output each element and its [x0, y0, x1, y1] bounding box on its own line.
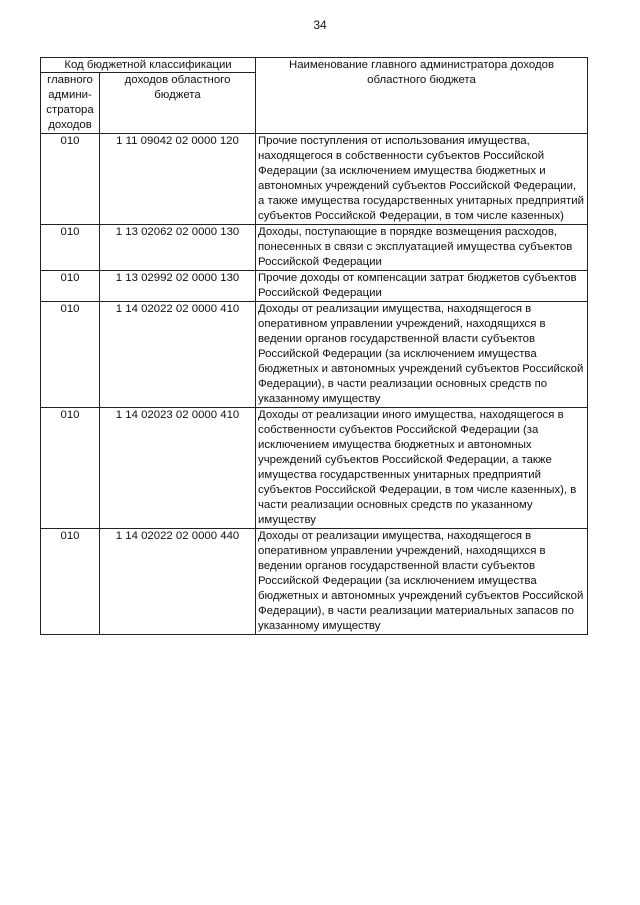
- revenue-code-cell: 1 13 02992 02 0000 130: [100, 271, 256, 302]
- administrator-name-cell: Доходы, поступающие в порядке возмещения расходов, понесенных в связи с эксплуатацией имущества субъектов Российской Федерации: [256, 225, 588, 271]
- admin-code-cell: 010: [41, 134, 100, 225]
- admin-code-cell: 010: [41, 225, 100, 271]
- revenue-code-cell: 1 14 02023 02 0000 410: [100, 408, 256, 529]
- admin-code-cell: 010: [41, 408, 100, 529]
- table-header-row: [41, 58, 588, 73]
- administrator-name-cell: Доходы от реализации имущества, находящегося в оперативном управлении учреждений, находящихся в ведении органов государственной власти субъектов Российской Федерации (за исключением имущества бюджетных и автономных учреждений субъектов Российской Федерации), в части реализации материальных запасов по указанному имуществу: [256, 529, 588, 635]
- table-row: [41, 225, 588, 271]
- table-row: [41, 271, 588, 302]
- admin-code-cell: 010: [41, 529, 100, 635]
- header-budget-classification-code: Код бюджетной классификации: [41, 58, 256, 73]
- revenue-code-cell: 1 11 09042 02 0000 120: [100, 134, 256, 225]
- administrator-name-cell: Прочие поступления от использования имущества, находящегося в собственности субъектов Российской Федерации (за исключением имущества бюджетных и автономных учреждений субъектов Российской Федерации, а также имущества государственных унитарных предприятий субъектов Российской Федерации, в том числе казенных): [256, 134, 588, 225]
- administrator-name-cell: Доходы от реализации имущества, находящегося в оперативном управлении учреждений, находящихся в ведении органов государственной власти субъектов Российской Федерации (за исключением имущества бюджетных и автономных учреждений субъектов Российской Федерации), в части реализации основных средств по указанному имуществу: [256, 302, 588, 408]
- header-administrator-name: Наименование главного администратора доходов областного бюджета: [256, 58, 588, 134]
- revenue-code-cell: 1 13 02062 02 0000 130: [100, 225, 256, 271]
- administrator-name-cell: Доходы от реализации иного имущества, находящегося в собственности субъектов Российской Федерации (за исключением имущества бюджетных и автономных учреждений субъектов Российской Федерации, а также имущества государственных унитарных предприятий субъектов Российской Федерации, в том числе казенных), в части реализации основных средств по указанному имуществу: [256, 408, 588, 529]
- header-regional-budget-revenue: доходов областного бюджета: [100, 73, 256, 134]
- table-row: [41, 529, 588, 635]
- table-row: [41, 302, 588, 408]
- revenue-code-cell: 1 14 02022 02 0000 440: [100, 529, 256, 635]
- budget-classification-table: [40, 57, 588, 635]
- page-number: 34: [313, 18, 327, 32]
- table-row: [41, 408, 588, 529]
- table-row: [41, 134, 588, 225]
- admin-code-cell: 010: [41, 271, 100, 302]
- header-chief-administrator: главного админи-стратора доходов: [41, 73, 100, 134]
- admin-code-cell: 010: [41, 302, 100, 408]
- revenue-code-cell: 1 14 02022 02 0000 410: [100, 302, 256, 408]
- administrator-name-cell: Прочие доходы от компенсации затрат бюджетов субъектов Российской Федерации: [256, 271, 588, 302]
